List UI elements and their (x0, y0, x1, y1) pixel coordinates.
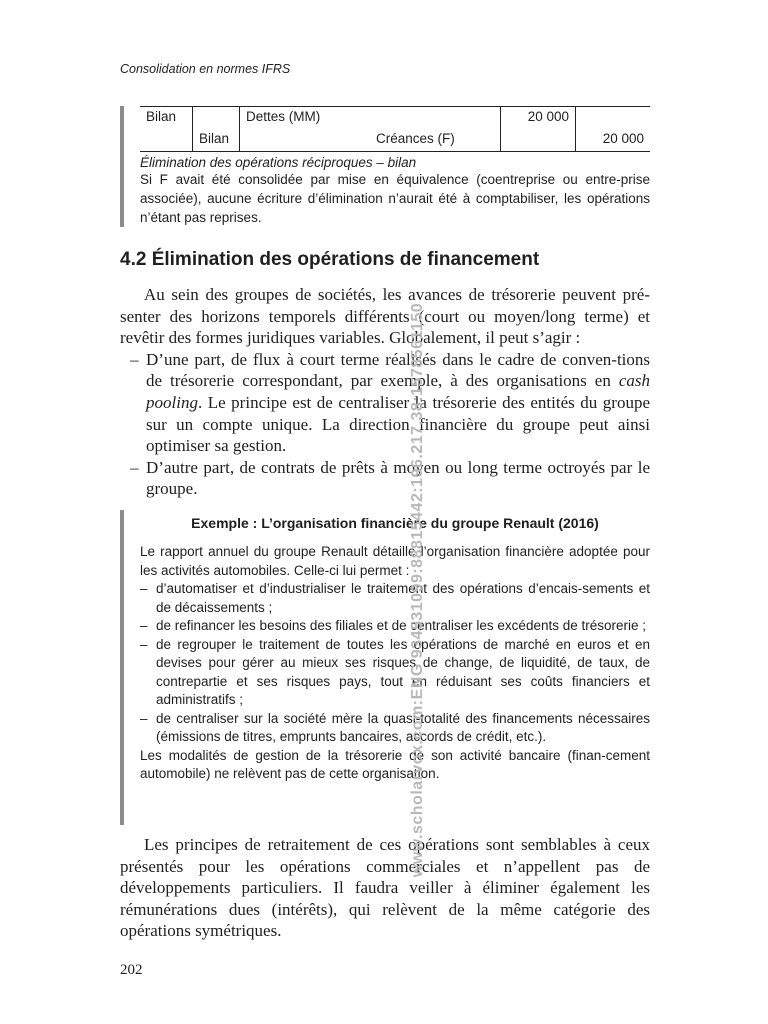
ledger-table (140, 106, 650, 152)
list-item-text: . Le principe est de centraliser la trésorerie des entités du groupe sur un compte unique. La direction financière du groupe peut ainsi optimiser sa gestion. (146, 392, 650, 456)
ledger-cell: Bilan (193, 129, 240, 152)
ledger-caption: Élimination des opérations réciproques – bilan (140, 155, 417, 170)
list-item: – D’une part, de flux à court terme réalisés dans le cadre de conven-tions de trésorerie correspondant, par exemple, à des organisations en cash pooling. Le principe est de centraliser la trésorerie des entités du groupe sur un compte unique. La direction financière du groupe peut ainsi optimiser sa gestion. (130, 349, 650, 456)
page-number: 202 (120, 962, 143, 978)
ledger-cell: Dettes (MM) (240, 107, 371, 130)
example-title: Exemple : L’organisation financière du groupe Renault (2016) (191, 515, 599, 531)
list-item-text: de centraliser sur la société mère la quasi-totalité des financements nécessaires (émissions de titres, emprunts bancaires, accords de crédit, etc.). (156, 710, 650, 744)
ledger-row (140, 129, 650, 152)
ledger-cell (501, 129, 576, 152)
ledger-cell (193, 107, 240, 130)
ledger-note: Si F avait été consolidée par mise en équivalence (coentreprise ou entre-prise associée), aucune écriture d’élimination n’aurait été à comptabiliser, les opérations n’étant pas reprises. (140, 172, 650, 225)
intro-paragraph: Au sein des groupes de sociétés, les avances de trésorerie peuvent pré-senter des horizons temporels différents (court ou moyen/long terme) et revêtir des formes juridiques variables. Globalement, il peut s’agir : (120, 285, 650, 348)
list-item-italic: cash pooling (146, 371, 650, 412)
ledger-cell: 20 000 (576, 129, 651, 152)
ledger-row (140, 107, 650, 130)
ledger-cell: Créances (F) (370, 129, 501, 152)
list-item: – de refinancer les besoins des filiales et de centraliser les excédents de trésorerie ; (140, 618, 647, 633)
watermark-text: www.scholarvox.com:ENG 934531099:88815442:196.217.38:1578561150 (409, 302, 426, 878)
list-item: – D’autre part, de contrats de prêts à moyen ou long terme octroyés par le groupe. (130, 457, 650, 499)
list-item: – de centraliser sur la société mère la quasi-totalité des financements nécessaires (émissions de titres, emprunts bancaires, accords de crédit, etc.). (140, 710, 650, 744)
list-item-text: d’automatiser et d’industrialiser le traitement des opérations d’encais-sements et de décaissements ; (156, 581, 650, 615)
ledger-cell (370, 107, 501, 130)
ledger-cell (576, 107, 651, 130)
running-header: Consolidation en normes IFRS (120, 62, 291, 76)
example-outro: Les modalités de gestion de la trésorerie de son activité bancaire (finan-cement automobile) ne relèvent pas de cette organisation. (140, 747, 650, 781)
closing-paragraph: Les principes de retraitement de ces opérations sont semblables à ceux présentés pour les opérations commerciales et n’appellent pas de développements particuliers. Il faudra veiller à éliminer également les rémunérations dues (intérêts), qui relèvent de la même catégorie des opérations symétriques. (120, 835, 650, 941)
list-item-text: de refinancer les besoins des filiales et de centraliser les excédents de trésorerie ; (156, 618, 647, 633)
ledger-block (120, 106, 650, 227)
list-item-text: D’autre part, de contrats de prêts à moyen ou long terme octroyés par le groupe. (146, 457, 650, 499)
ledger-cell: Bilan (140, 107, 193, 130)
section-title: 4.2 Élimination des opérations de financement (120, 249, 540, 270)
list-item: – de regrouper le traitement de toutes les opérations de marché en euros et en devises pour gérer au mieux ses risques de change, de liquidité, de taux, de contrepartie et ses risques pays, tout en réduisant ses coûts financiers et administratifs ; (140, 636, 650, 707)
ledger-cell: 20 000 (501, 107, 576, 130)
intro-text (120, 284, 650, 500)
ledger-cell (140, 129, 193, 152)
list-item-text: D’une part, de flux à court terme réalisés dans le cadre de conven-tions de trésorerie correspondant, par exemple, à des organisations en (146, 349, 650, 391)
list-item-text: de regrouper le traitement de toutes les opérations de marché en euros et en devises pour gérer au mieux ses risques de change, de liquidité, de taux, de contrepartie et ses risques pays, tout en réduisant ses coûts financiers et administratifs ; (156, 636, 650, 707)
example-box (120, 510, 650, 825)
example-intro: Le rapport annuel du groupe Renault détaille l’organisation financière adoptée pour les activités automobiles. Celle-ci lui permet : (140, 544, 650, 578)
list-item: – d’automatiser et d’industrialiser le traitement des opérations d’encais-sements et de décaissements ; (140, 581, 650, 615)
ledger-cell (240, 129, 371, 152)
closing-text (120, 834, 650, 942)
